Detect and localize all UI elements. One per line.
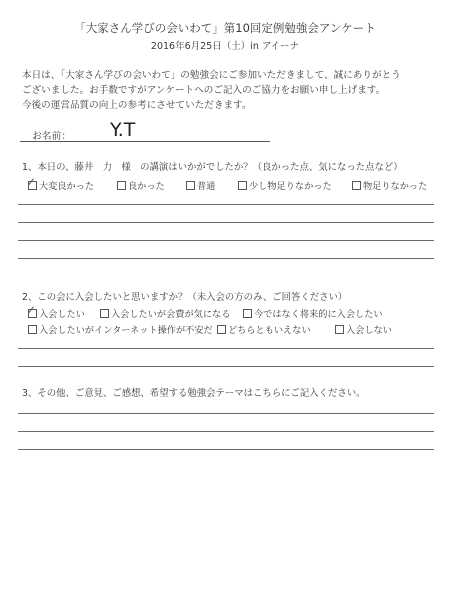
question-1-text: 1、本日の、藤井 力 様 の講演はいかがでしたか？（良かった点、気になった点など）: [22, 162, 403, 173]
q2-option-join-internet-concern[interactable]: 入会したいがインターネット操作が不安だ: [28, 322, 213, 336]
q1-answer-line[interactable]: [18, 258, 434, 259]
question-2-text: 2、この会に入会したいと思いますか？（未入会の方のみ、ご回答ください）: [22, 292, 348, 303]
name-label: お名前：: [32, 131, 72, 142]
q2-option-not-join[interactable]: 入会しない: [335, 322, 392, 336]
q2-answer-line[interactable]: [18, 348, 434, 349]
q2-answer-line[interactable]: [18, 366, 434, 367]
checkbox-icon[interactable]: [100, 309, 109, 318]
survey-title: 「大家さん学びの会いわて」第10回定例勉強会アンケート: [74, 21, 376, 35]
checkmark-icon: ✓: [26, 175, 37, 189]
q1-option-good[interactable]: 良かった: [117, 178, 165, 192]
checkbox-icon[interactable]: [28, 325, 37, 334]
q3-answer-line[interactable]: [18, 449, 434, 450]
q1-option-slightly-lacking[interactable]: 少し物足りなかった: [238, 178, 332, 192]
survey-date-venue: 2016年6月25日（土）in アイーナ: [150, 41, 300, 52]
q1-option-very-good[interactable]: ✓ 大変良かった: [26, 175, 95, 192]
checkbox-icon[interactable]: [26, 303, 37, 318]
q2-option-join[interactable]: ✓ 入会したい: [26, 303, 85, 320]
q1-option-normal[interactable]: 普通: [186, 178, 215, 192]
intro-line-3: 今後の運営品質の向上の参考にさせていただきます。: [22, 100, 252, 111]
checkbox-icon[interactable]: [26, 175, 37, 190]
checkbox-icon[interactable]: [335, 325, 344, 334]
checkbox-icon[interactable]: [352, 181, 361, 190]
q3-answer-line[interactable]: [18, 431, 434, 432]
checkbox-icon[interactable]: [238, 181, 247, 190]
q1-answer-line[interactable]: [18, 240, 434, 241]
q2-option-join-later[interactable]: 今ではなく将来的に入会したい: [243, 306, 383, 320]
checkmark-icon: ✓: [26, 303, 37, 317]
name-underline: [20, 141, 270, 142]
q1-answer-line[interactable]: [18, 222, 434, 223]
q2-option-join-fee-concern[interactable]: 入会したいが会費が気になる: [100, 306, 230, 320]
intro-line-2: ございました。お手数ですがアンケートへのご記入のご協力をお願い申し上げます。: [22, 85, 386, 96]
question-3-text: 3、その他、ご意見、ご感想、希望する勉強会テーマはこちらにご記入ください。: [22, 388, 366, 399]
q1-answer-line[interactable]: [18, 204, 434, 205]
q3-answer-line[interactable]: [18, 413, 434, 414]
checkbox-icon[interactable]: [117, 181, 126, 190]
q1-option-lacking[interactable]: 物足りなかった: [352, 178, 427, 192]
intro-line-1: 本日は、「大家さん学びの会いわて」の勉強会にご参加いただきまして、誠にありがとう: [22, 70, 401, 81]
checkbox-icon[interactable]: [186, 181, 195, 190]
name-value[interactable]: Y.T: [110, 119, 136, 141]
q2-option-undecided[interactable]: どちらともいえない: [217, 322, 311, 336]
checkbox-icon[interactable]: [243, 309, 252, 318]
checkbox-icon[interactable]: [217, 325, 226, 334]
